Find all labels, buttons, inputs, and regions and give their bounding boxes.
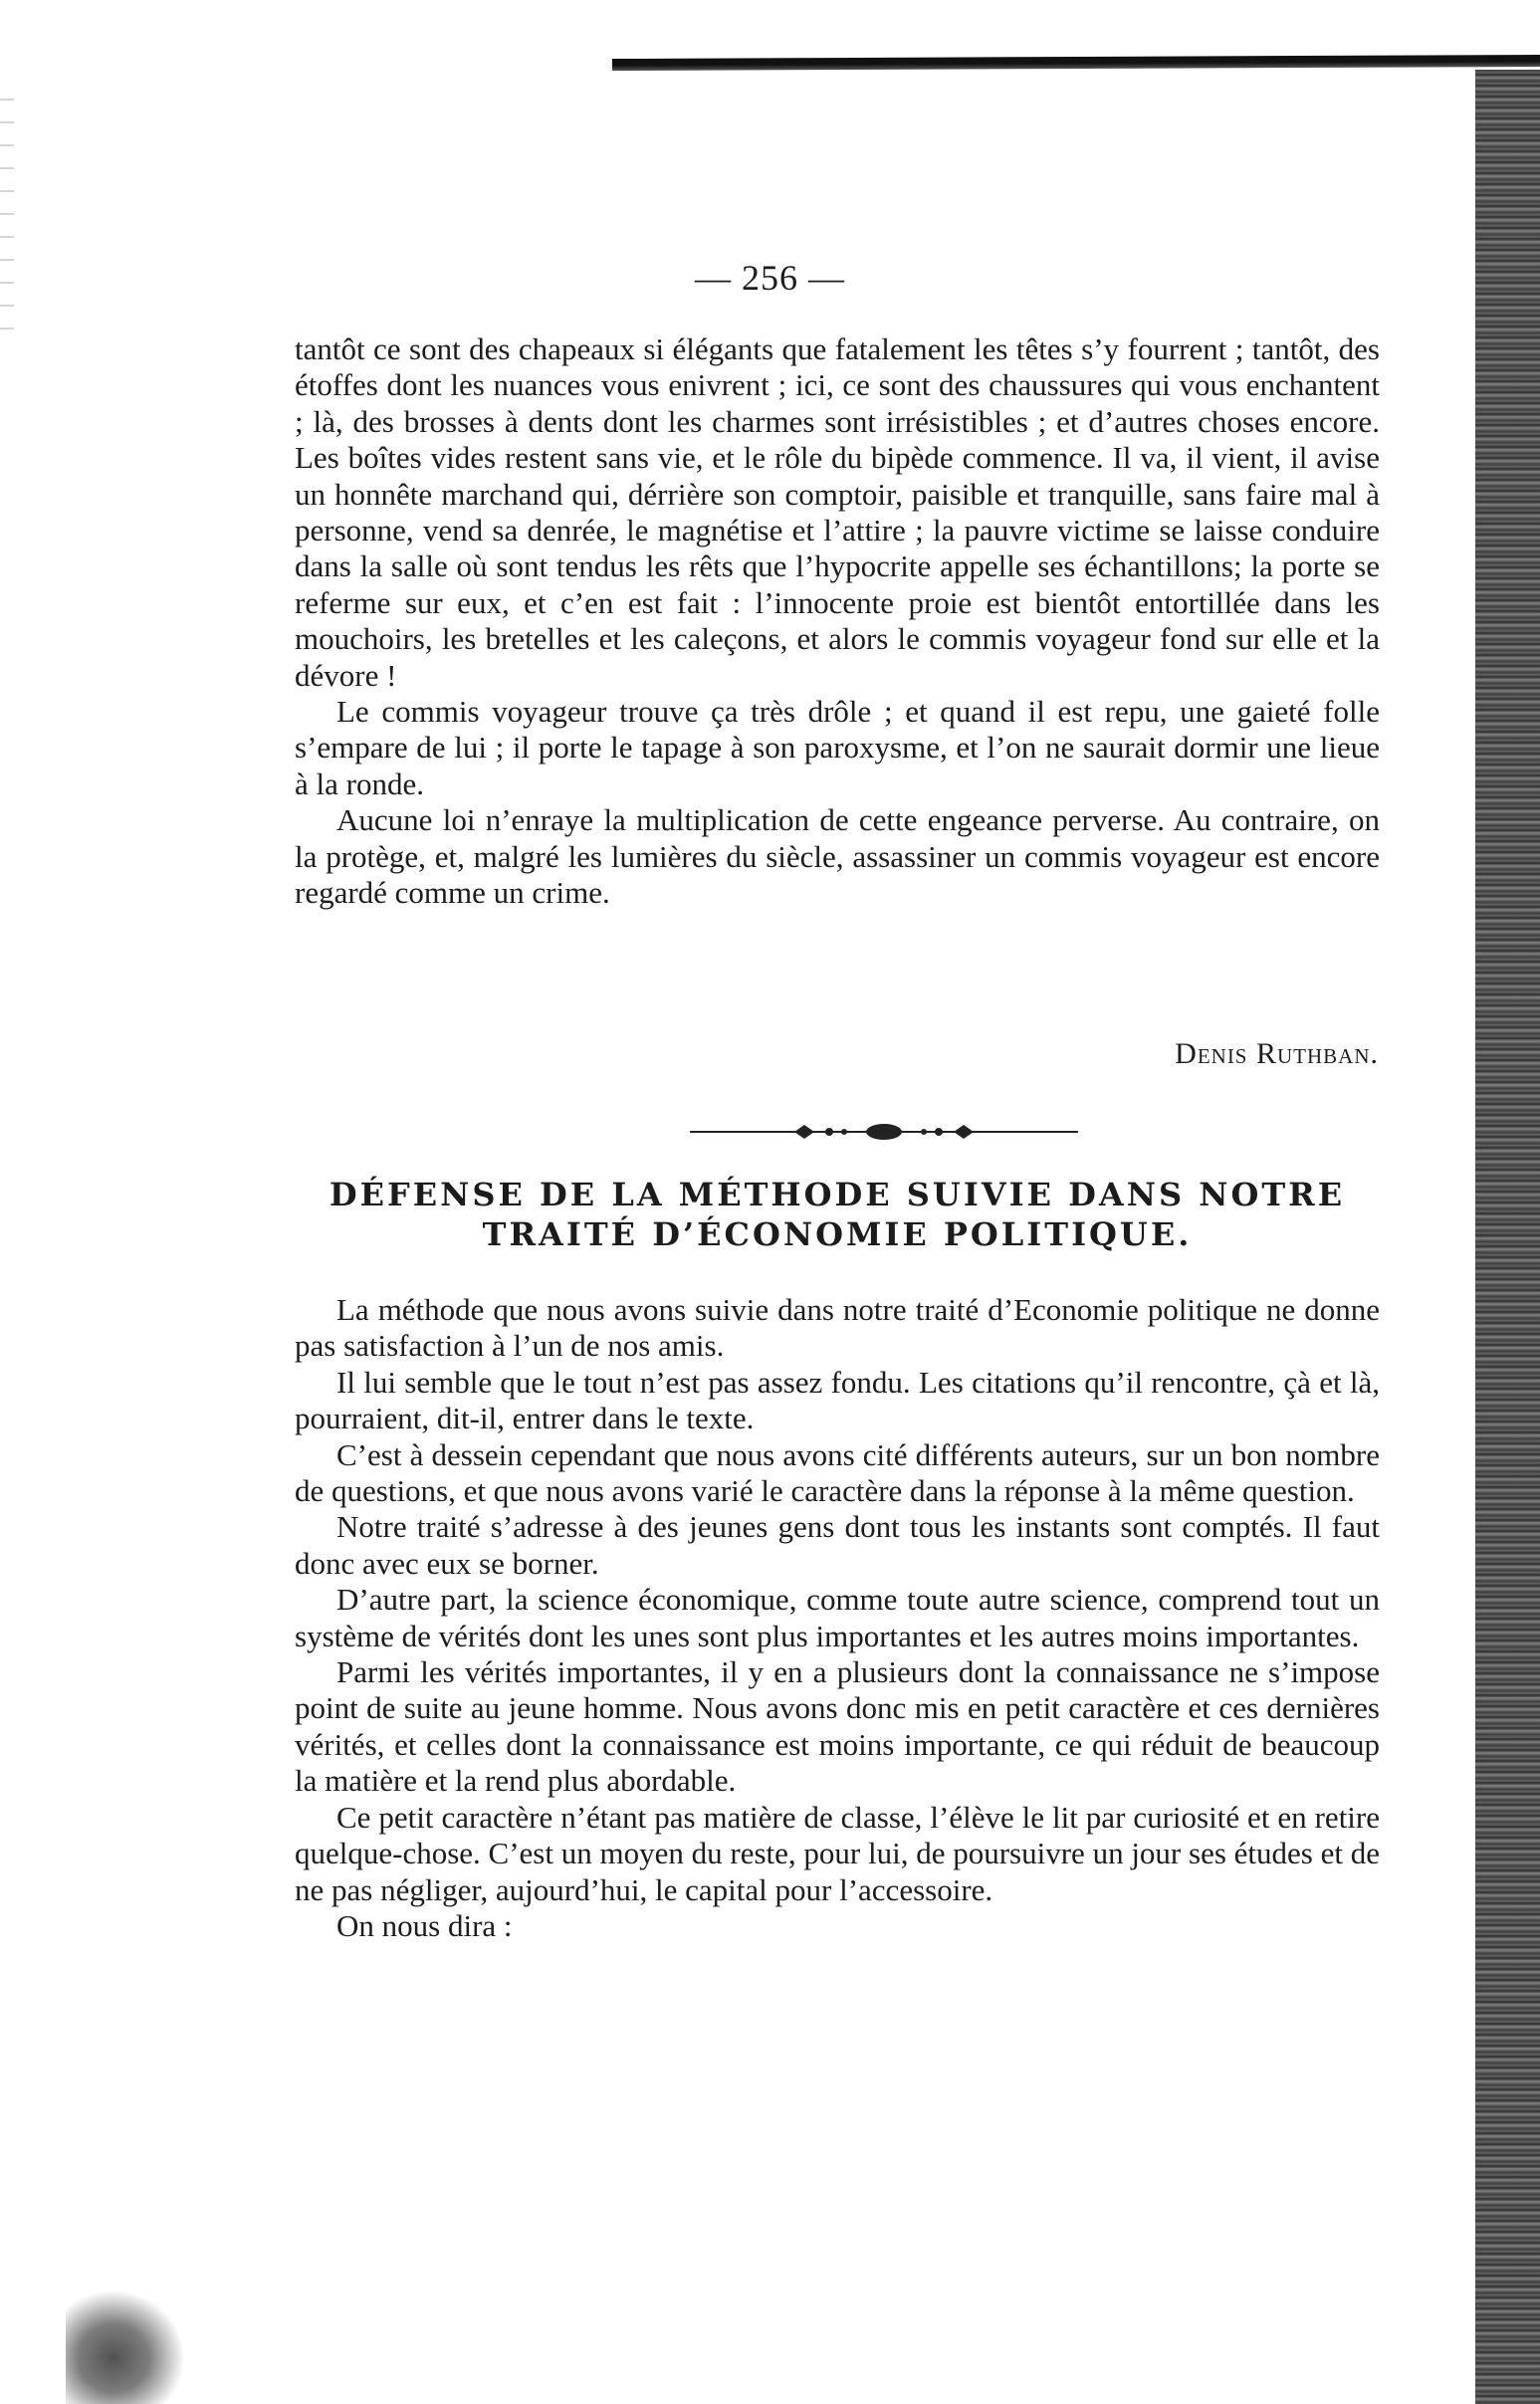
paragraph: Il lui semble que le tout n’est pas assez fondu. Les citations qu’il rencontre, çà et là, pourraient, dit-il, entrer dans le texte. bbox=[295, 1364, 1380, 1436]
scan-margin-specks bbox=[0, 90, 14, 348]
scan-top-rule bbox=[612, 55, 1540, 71]
paragraph: Notre traité s’adresse à des jeunes gens dont tous les instants sont comptés. Il faut donc avec eux se borner. bbox=[295, 1509, 1380, 1581]
paragraph: D’autre part, la science économique, comme toute autre science, comprend tout un système de vérités dont les unes sont plus importantes et les autres moins importantes. bbox=[295, 1582, 1380, 1653]
paragraph: Aucune loi n’enraye la multiplication de cette engeance perverse. Au contraire, on la protège, et, malgré les lumières du siècle, assassiner un commis voyageur est encore regardé comme un crime. bbox=[295, 802, 1380, 911]
paragraph: Ce petit caractère n’étant pas matière de classe, l’élève le lit par curiosité et en retire quelque-chose. C’est un moyen du reste, pour lui, de poursuivre un jour ses études et de ne pas négliger, aujourd’hui, le capital pour l’accessoire. bbox=[295, 1799, 1380, 1907]
scan-corner-blot bbox=[66, 2290, 185, 2404]
paragraph: Le commis voyageur trouve ça très drôle ; et quand il est repu, une gaieté folle s’empare de lui ; il porte le tapage à son paroxysme, et l’on ne saurait dormir une lieue à la ronde. bbox=[295, 694, 1380, 801]
paragraph: Parmi les vérités importantes, il y en a plusieurs dont la connaissance ne s’impose point de suite au jeune homme. Nous avons donc mis en petit caractère et ces dernières vérités, et celles dont la connaissance est moins importante, ce qui réduit de beaucoup la matière et la rend plus abordable. bbox=[295, 1654, 1380, 1799]
section-divider-ornament bbox=[690, 1118, 1078, 1146]
scan-book-edge bbox=[1475, 70, 1540, 2404]
author-signature: Denis Ruthban. bbox=[1175, 1037, 1379, 1070]
page-number: — 256 — bbox=[695, 258, 845, 298]
paragraph: C’est à dessein cependant que nous avons cité différents auteurs, sur un bon nombre de questions, et que nous avons varié le caractère dans la réponse à la même question. bbox=[295, 1436, 1380, 1509]
title-line: DÉFENSE DE LA MÉTHODE SUIVIE DANS NOTRE bbox=[329, 1176, 1346, 1213]
article-2-title bbox=[295, 1175, 1380, 1254]
paragraph: On nous dira : bbox=[336, 1907, 513, 1943]
article-1-body bbox=[295, 331, 1380, 912]
title-line: TRAITÉ D’ÉCONOMIE POLITIQUE. bbox=[482, 1215, 1193, 1253]
paragraph: La méthode que nous avons suivie dans notre traité d’Economie politique ne donne pas satisfaction à l’un de nos amis. bbox=[295, 1292, 1380, 1364]
paragraph: tantôt ce sont des chapeaux si élégants que fatalement les têtes s’y fourrent ; tantôt, des étoffes dont les nuances vous enivrent ; ici, ce sont des chaussures qui vous enchantent ; là, des brosses à dents dont les charmes sont irrésistibles ; et d’autres choses encore. Les boîtes vides restent sans vie, et le rôle du bipède commence. Il va, il vient, il avise un honnête marchand qui, dérrière son comptoir, paisible et tranquille, sans faire mal à personne, vend sa denrée, le magnétise et l’attire ; la pauvre victime se laisse conduire dans la salle où sont tendus les rêts que l’hypocrite appelle ses échantillons; la porte se referme sur eux, et c’en est fait : l’innocente proie est bientôt entortillée dans les mouchoirs, les bretelles et les caleçons, et alors le commis voyageur fond sur elle et la dévore ! bbox=[295, 331, 1380, 693]
article-2-body bbox=[295, 1292, 1380, 1944]
